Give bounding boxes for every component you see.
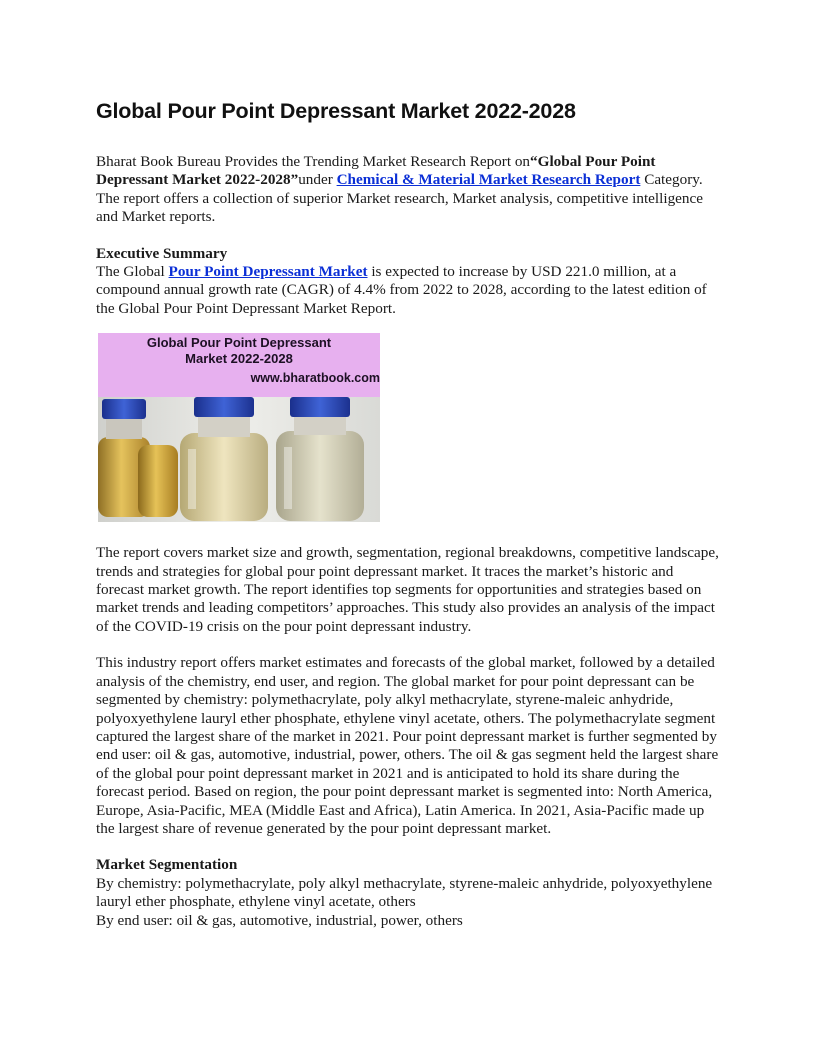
page-title: Global Pour Point Depressant Market 2022-2028 — [96, 99, 576, 123]
executive-post: is expected to increase by USD 221.0 million, at a compound annual growth rate (CAGR) of 4.4% from 2022 to 2028, according to the latest edition of the Global Pour Point Depressant Market Report. — [96, 263, 707, 317]
intro-tail: Category. The report offers a collection of superior Market research, Market analysis, competitive intelligence and Market reports. — [96, 171, 703, 226]
banner-title-line1: Global Pour Point Depressant — [146, 335, 332, 351]
executive-summary-text — [96, 263, 722, 318]
market-segmentation-heading: Market Segmentation — [96, 856, 238, 874]
paragraph-report-coverage: The report covers market size and growth, segmentation, regional breakdowns, competitive landscape, trends and strategies for global pour point depressant market. It traces the market’s historic and forecast market growth. The report identifies top segments for opportunities and strategies based on market trends and leading competitors’ approaches. This study also provides an analysis of the impact of the COVID-19 crisis on the pour point depressant industry. — [96, 544, 719, 635]
category-link[interactable]: Chemical & Material Market Research Report — [336, 171, 641, 189]
intro-paragraph — [96, 153, 722, 227]
intro-lead: Bharat Book Bureau Provides the Trending Market Research Report on — [96, 153, 531, 170]
banner-title-line2: Market 2022-2028 — [185, 351, 293, 367]
segmentation-by-end-user: By end user: oil & gas, automotive, industrial, power, others — [96, 911, 463, 929]
report-image — [98, 333, 380, 522]
market-segmentation — [96, 856, 722, 930]
image-banner — [98, 333, 380, 397]
executive-summary-heading: Executive Summary — [96, 244, 228, 262]
document-body — [96, 98, 722, 930]
bottles-photo — [98, 397, 380, 522]
executive-pre: The Global — [96, 263, 169, 281]
intro-under: under — [298, 171, 337, 189]
segmentation-by-chemistry: By chemistry: polymethacrylate, poly alkyl methacrylate, styrene-maleic anhydride, polyoxyethylene lauryl ether phosphate, ethylene vinyl acetate, others — [96, 874, 713, 911]
paragraph-industry-report: This industry report offers market estimates and forecasts of the global market, followed by a detailed analysis of the chemistry, end user, and region. The global market for pour point depressant can be segmented by chemistry: polymethacrylate, poly alkyl methacrylate, styrene-maleic anhydride, polyoxyethylene lauryl ether phosphate, ethylene vinyl acetate, others. The polymethacrylate segment captured the largest share of the market in 2021. Pour point depressant market is further segmented by end user: oil & gas, automotive, industrial, power, others. The oil & gas segment held the largest share of the global pour point depressant market in 2021 and is anticipated to hold its share during the forecast period. Based on region, the pour point depressant market is segmented into: North America, Europe, Asia-Pacific, MEA (Middle East and Africa), Latin America. In 2021, Asia-Pacific made up the largest share of revenue generated by the pour point depressant market. — [96, 654, 719, 837]
intro-report-name: “Global Pour Point Depressant Market 2022-2028” — [96, 153, 656, 189]
executive-summary — [96, 245, 722, 319]
banner-url: www.bharatbook.com — [250, 371, 380, 386]
market-link[interactable]: Pour Point Depressant Market — [168, 263, 368, 281]
